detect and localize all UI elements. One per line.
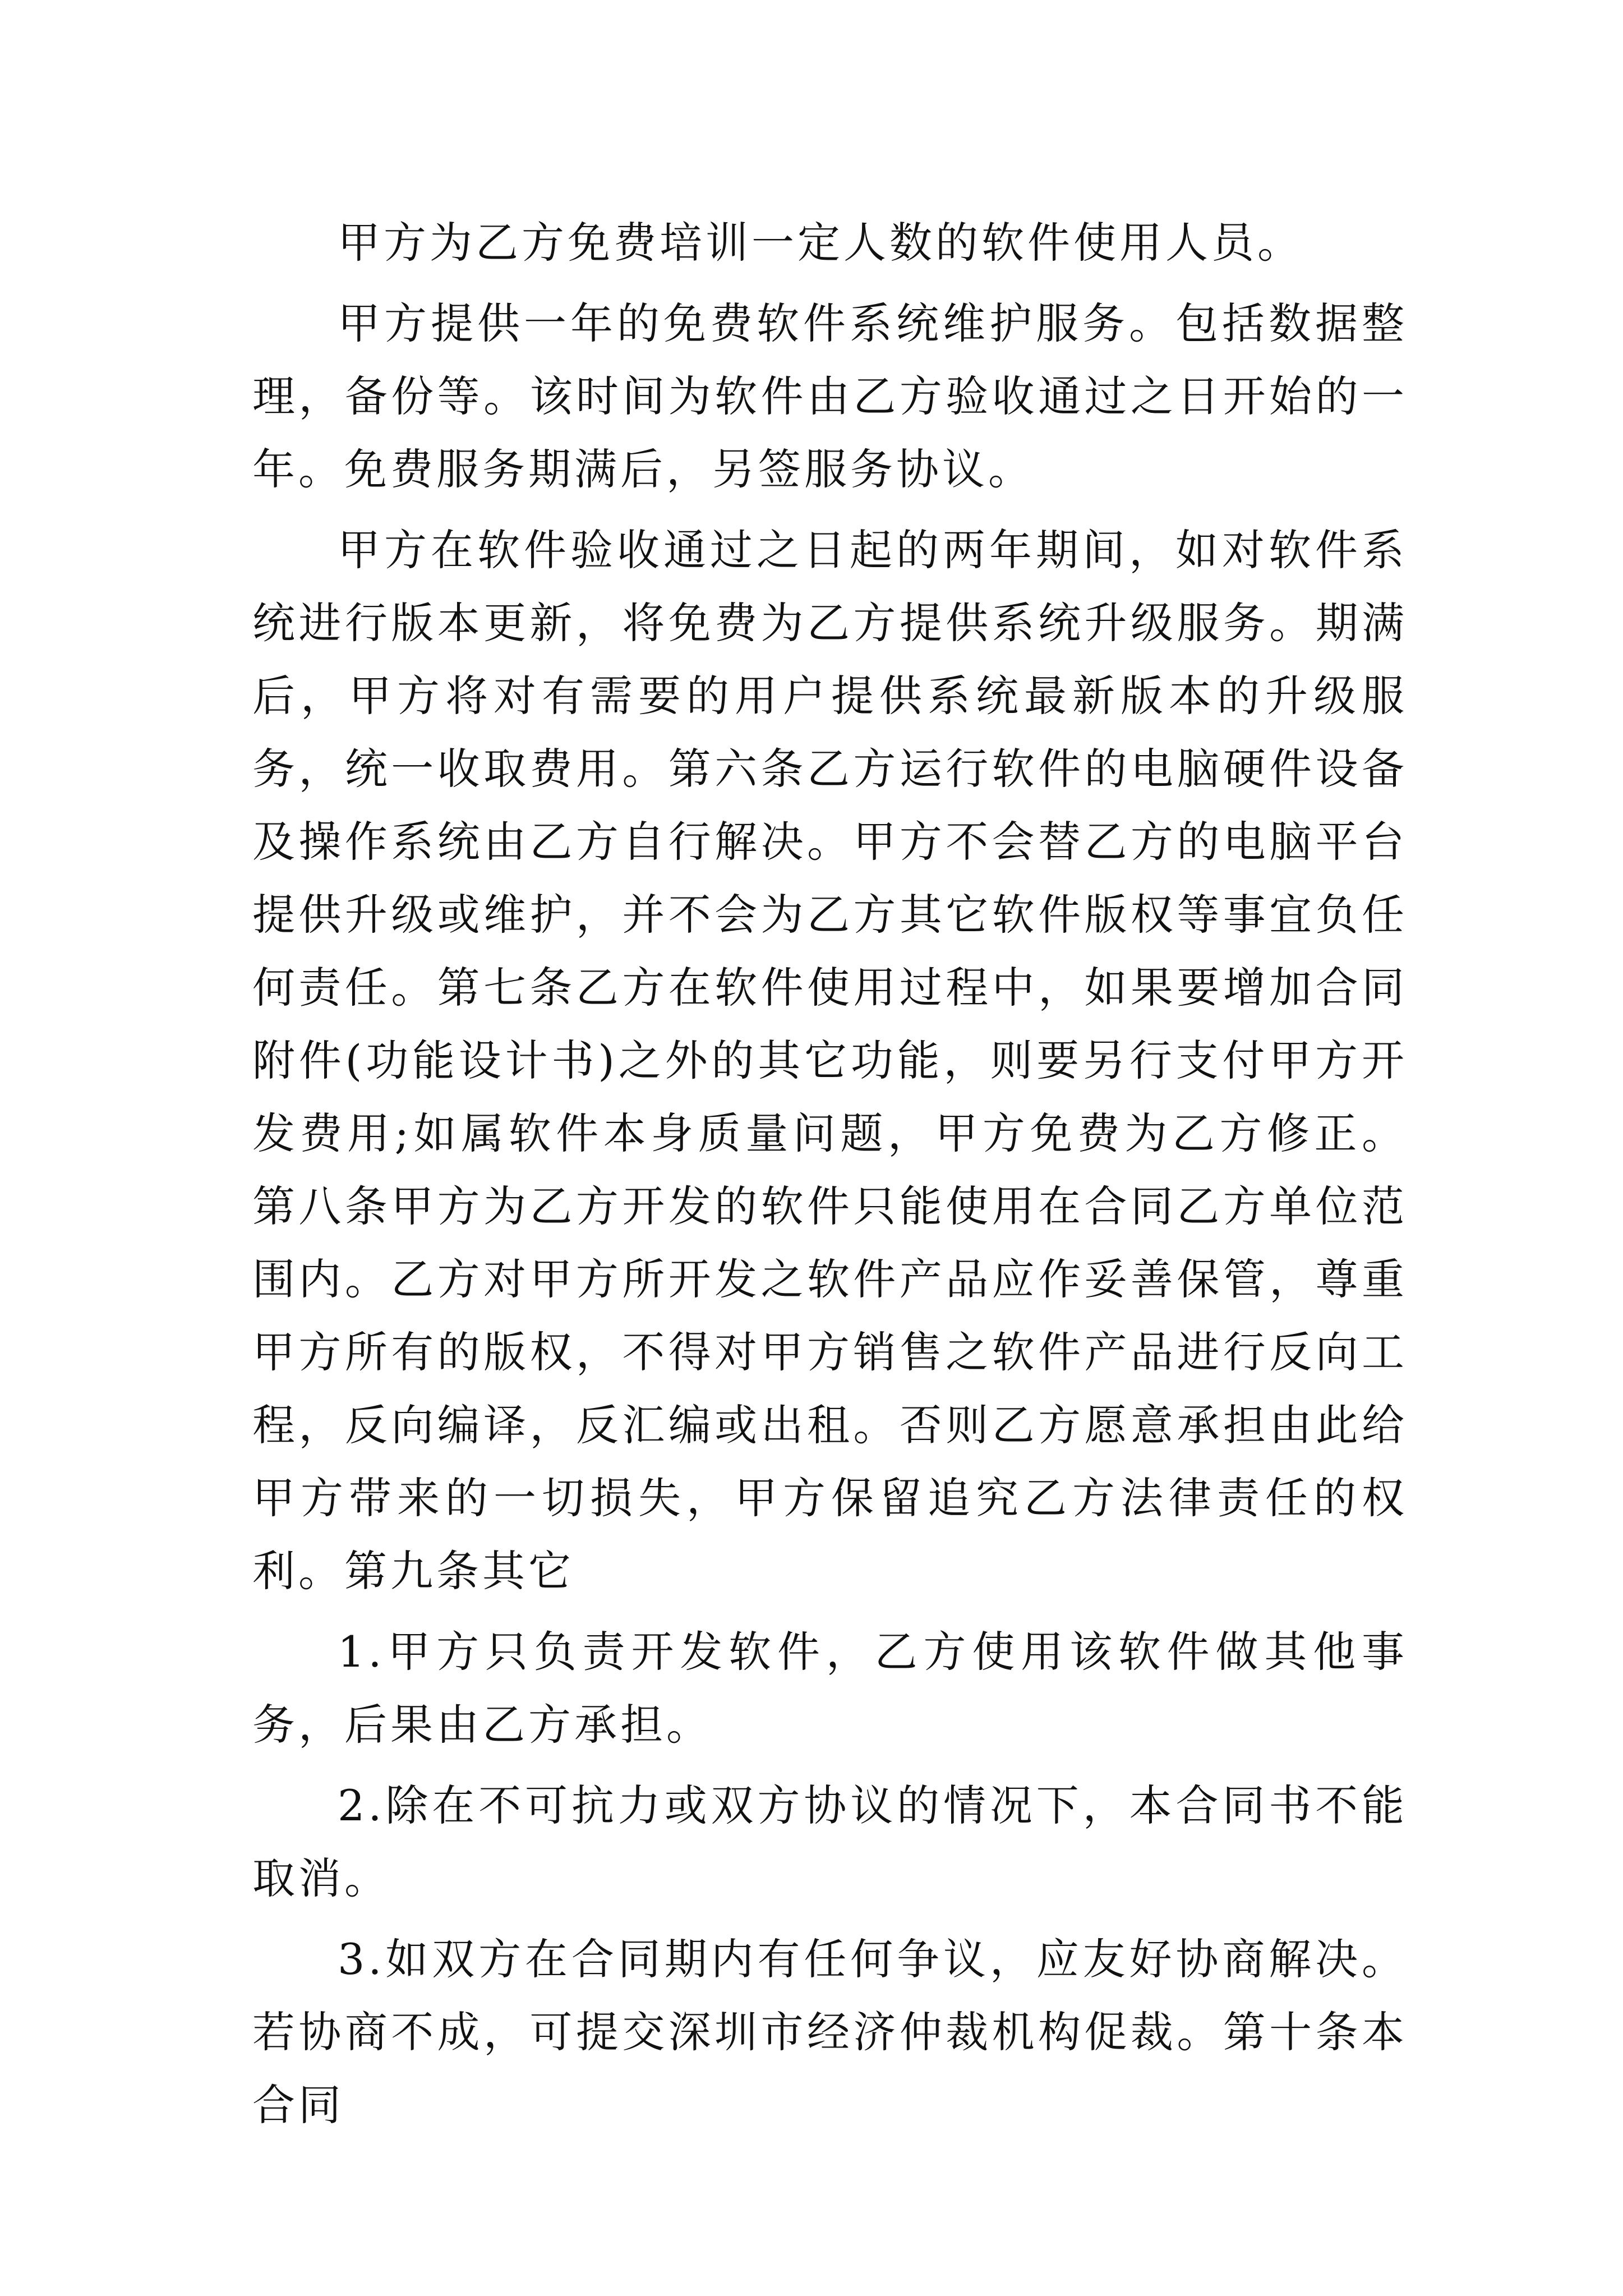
- paragraph-clause-3: 3.如双方在合同期内有任何争议，应友好协商解决。若协商不成，可提交深圳市经济仲裁机构促裁。第十条本合同: [252, 1934, 1408, 2130]
- document-body: [252, 206, 1408, 2142]
- paragraph-training: 甲方为乙方免费培训一定人数的软件使用人员。: [338, 218, 1303, 268]
- paragraph-clause-2: 2.除在不可抗力或双方协议的情况下，本合同书不能取消。: [252, 1780, 1408, 1903]
- paragraph-upgrade-terms: 甲方在软件验收通过之日起的两年期间，如对软件系统进行版本更新，将免费为乙方提供系统升级服务。期满后，甲方将对有需要的用户提供系统最新版本的升级服务，统一收取费用。第六条乙方运行软件的电脑硬件设备及操作系统由乙方自行解决。甲方不会替乙方的电脑平台提供升级或维护，并不会为乙方其它软件版权等事宜负任何责任。第七条乙方在软件使用过程中，如果要增加合同附件(功能设计书)之外的其它功能，则要另行支付甲方开发费用;如属软件本身质量问题，甲方免费为乙方修正。第八条甲方为乙方开发的软件只能使用在合同乙方单位范围内。乙方对甲方所开发之软件产品应作妥善保管，尊重甲方所有的版权，不得对甲方销售之软件产品进行反向工程，反向编译，反汇编或出租。否则乙方愿意承担由此给甲方带来的一切损失，甲方保留追究乙方法律责任的权 利。第九条其它: [252, 525, 1408, 1596]
- paragraph-clause-1: 1.甲方只负责开发软件，乙方使用该软件做其他事务，后果由乙方承担。: [252, 1627, 1408, 1750]
- paragraph-maintenance: 甲方提供一年的免费软件系统维护服务。包括数据整理，备份等。该时间为软件由乙方验收通过之日开始的一年。免费服务期满后，另签服务协议。: [252, 298, 1408, 494]
